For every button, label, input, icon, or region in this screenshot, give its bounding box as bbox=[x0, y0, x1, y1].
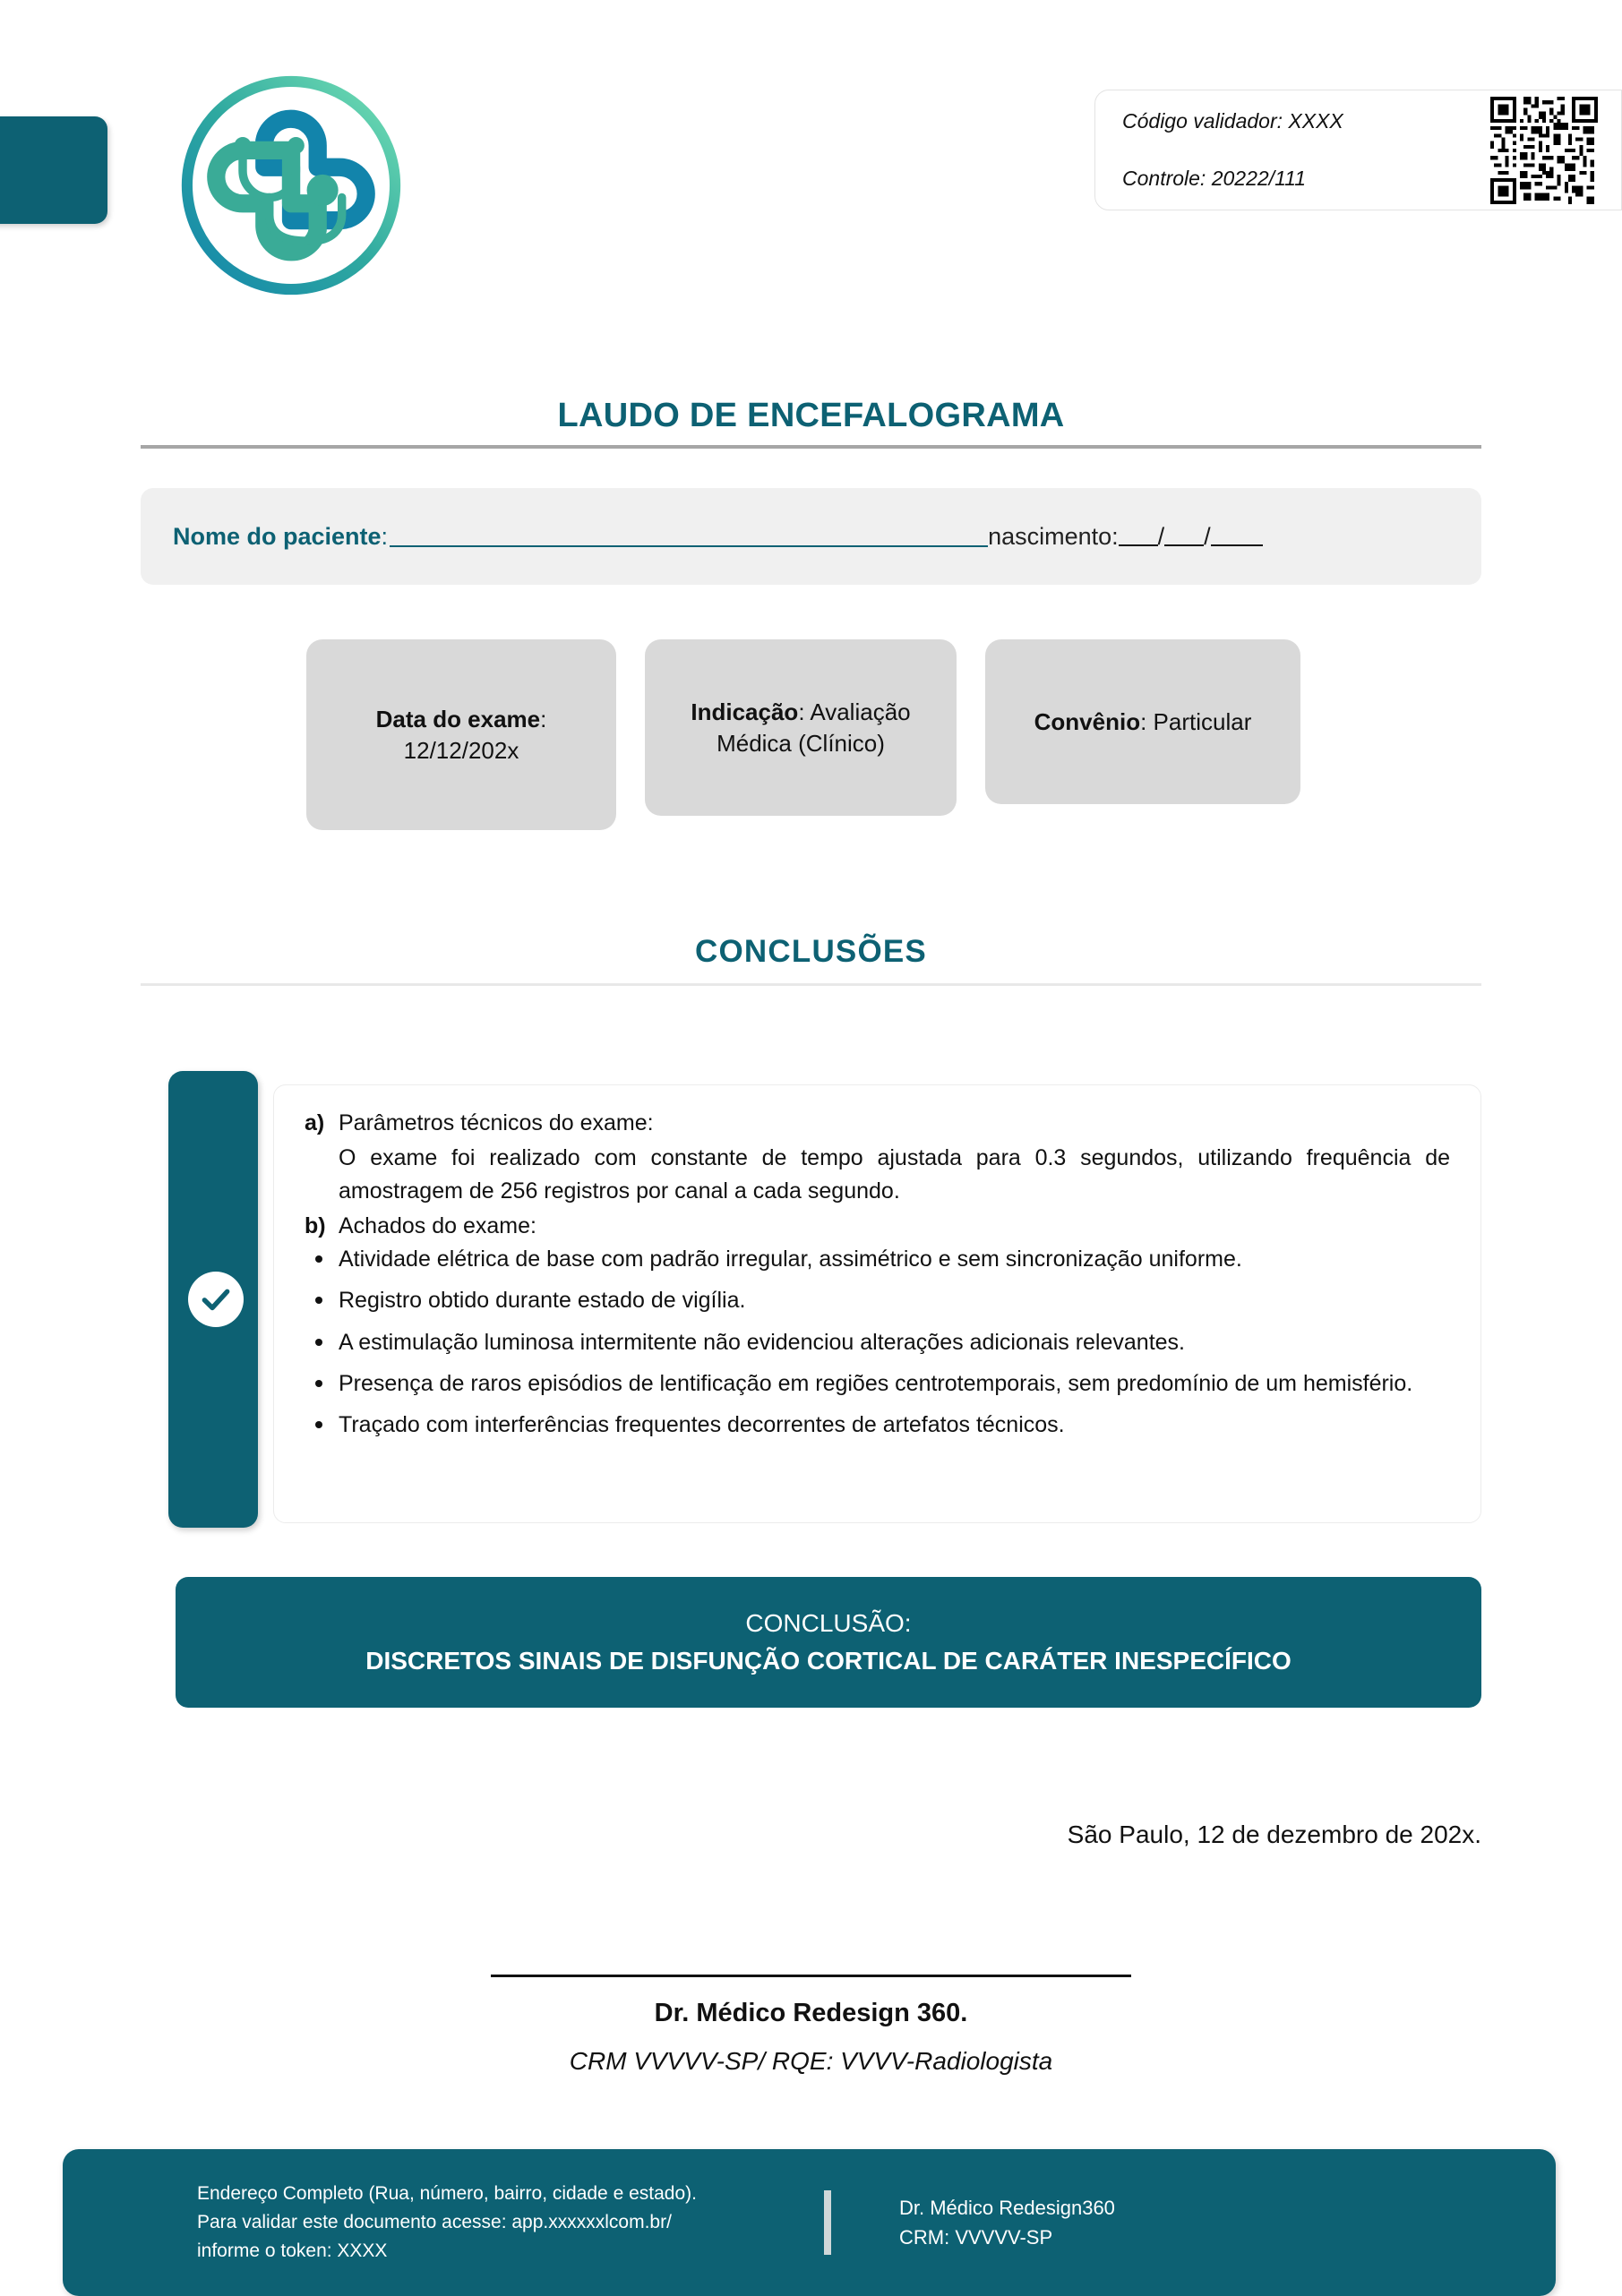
corner-accent-tab bbox=[0, 116, 107, 224]
footer-doctor-crm: CRM: VVVVV-SP bbox=[899, 2226, 1053, 2249]
place-and-date: São Paulo, 12 de dezembro de 202x. bbox=[1067, 1821, 1481, 1848]
info-card-label: Data do exame bbox=[375, 706, 541, 733]
check-badge bbox=[188, 1272, 244, 1327]
list-item: Registro obtido durante estado de vigília. bbox=[305, 1284, 1450, 1316]
findings-card bbox=[273, 1084, 1481, 1523]
exam-info-cards bbox=[306, 639, 1318, 830]
footer-token-line: informe o token: XXXX bbox=[197, 2240, 388, 2261]
info-card-value: Particular bbox=[1153, 707, 1252, 735]
list-item: Atividade elétrica de base com padrão irregular, assimétrico e sem sincronização uniforme. bbox=[305, 1243, 1450, 1275]
birth-year-input[interactable] bbox=[1211, 527, 1263, 546]
finding-a-title: Parâmetros técnicos do exame: bbox=[339, 1110, 654, 1135]
footer-address-block bbox=[63, 2180, 824, 2266]
info-card-label: Indicação bbox=[691, 698, 799, 726]
finding-item-b-heading bbox=[305, 1213, 1450, 1239]
info-card-separator: : bbox=[798, 698, 805, 726]
page-title: LAUDO DE ENCEFALOGRAMA bbox=[557, 397, 1065, 434]
patient-name-colon: : bbox=[381, 522, 389, 550]
patient-name-label: Nome do paciente bbox=[173, 522, 382, 550]
title-divider bbox=[141, 445, 1481, 449]
validation-texts bbox=[1122, 110, 1490, 190]
section-divider bbox=[141, 983, 1481, 986]
findings-accent-tab bbox=[168, 1071, 258, 1528]
birth-slash-1: / bbox=[1157, 522, 1165, 550]
list-item: A estimulação luminosa intermitente não evidenciou alterações adicionais relevantes. bbox=[305, 1326, 1450, 1358]
conclusion-label: CONCLUSÃO: bbox=[745, 1609, 912, 1637]
patient-name-input[interactable] bbox=[390, 526, 988, 547]
finding-a-paragraph: O exame foi realizado com constante de tempo ajustada para 0.3 segundos, utilizando frequência de amostragem de 256 registros por canal a cada segundo. bbox=[339, 1145, 1450, 1204]
controle-text: Controle: 20222/111 bbox=[1122, 166, 1307, 190]
codigo-validador-text: Código validador: XXXX bbox=[1122, 109, 1343, 133]
signature-credentials: CRM VVVVV-SP/ RQE: VVVV-Radiologista bbox=[569, 2047, 1053, 2075]
info-card-value: 12/12/202x bbox=[403, 736, 519, 764]
conclusion-banner bbox=[176, 1577, 1481, 1708]
info-card-value: Avaliação Médica (Clínico) bbox=[717, 698, 911, 757]
finding-a-marker: a) bbox=[305, 1110, 325, 1135]
birth-slash-2: / bbox=[1204, 522, 1211, 550]
qr-code-icon[interactable] bbox=[1490, 97, 1598, 204]
footer-doctor-block bbox=[831, 2193, 1115, 2252]
footer-doctor-name: Dr. Médico Redesign360 bbox=[899, 2197, 1115, 2219]
info-card-convenio bbox=[985, 639, 1300, 804]
validation-card bbox=[1094, 90, 1622, 210]
list-item: Traçado com interferências frequentes decorrentes de artefatos técnicos. bbox=[305, 1409, 1450, 1441]
birth-month-input[interactable] bbox=[1164, 527, 1204, 546]
conclusion-text: DISCRETOS SINAIS DE DISFUNÇÃO CORTICAL DE CARÁTER INESPECÍFICO bbox=[365, 1647, 1292, 1675]
signature-line bbox=[491, 1975, 1131, 1977]
patient-name-field[interactable] bbox=[141, 488, 1481, 585]
findings-bullet-list bbox=[305, 1243, 1450, 1441]
clinic-logo bbox=[170, 64, 412, 306]
footer-validation-url[interactable]: Para validar este documento acesse: app.xxxxxxlcom.br/ bbox=[197, 2212, 672, 2233]
info-card-data-exame bbox=[306, 639, 616, 830]
birth-day-input[interactable] bbox=[1119, 527, 1158, 546]
birth-date-label: nascimento: bbox=[988, 522, 1119, 550]
info-card-indicacao bbox=[645, 639, 957, 816]
footer-divider bbox=[824, 2190, 831, 2255]
list-item: Presença de raros episódios de lentificação em regiões centrotemporais, sem predomínio de um hemisfério. bbox=[305, 1367, 1450, 1400]
page-footer bbox=[63, 2149, 1556, 2296]
info-card-separator: : bbox=[1140, 707, 1147, 735]
signature-doctor-name: Dr. Médico Redesign 360. bbox=[654, 1999, 968, 2027]
finding-b-marker: b) bbox=[305, 1213, 326, 1238]
info-card-separator: : bbox=[540, 706, 547, 733]
section-title-conclusoes: CONCLUSÕES bbox=[695, 934, 927, 969]
footer-address-line: Endereço Completo (Rua, número, bairro, cidade e estado). bbox=[197, 2183, 697, 2205]
info-card-label: Convênio bbox=[1034, 707, 1141, 735]
finding-item-a-heading bbox=[305, 1110, 1450, 1136]
finding-b-title: Achados do exame: bbox=[339, 1213, 536, 1238]
